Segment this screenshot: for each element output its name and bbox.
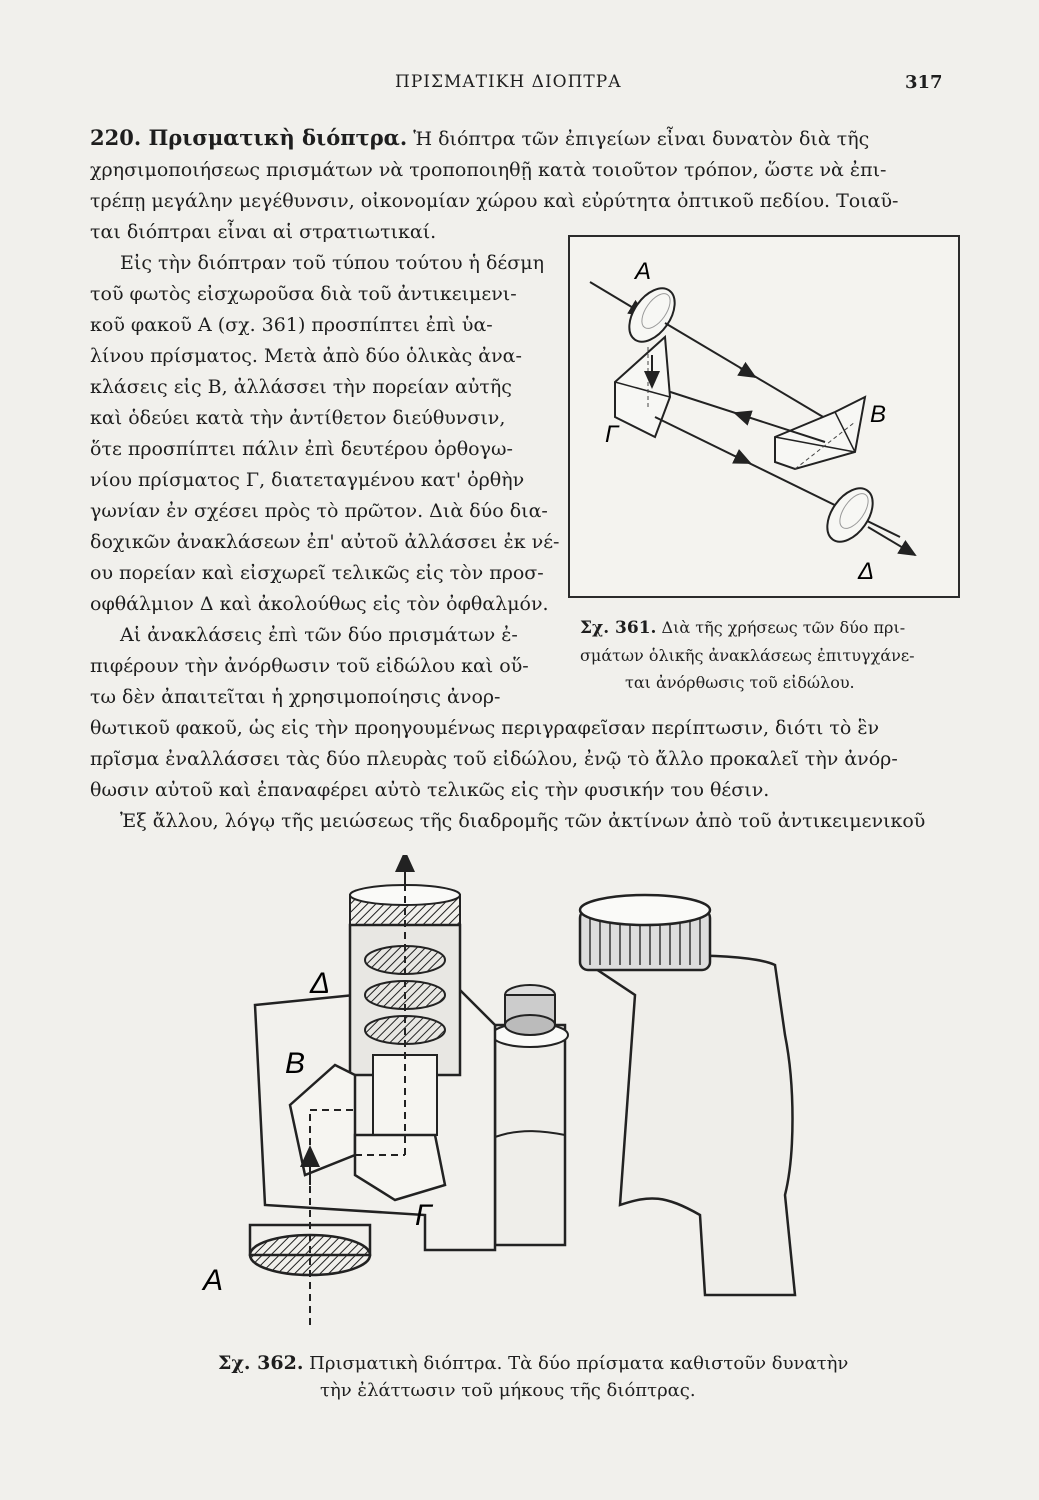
label-a: A <box>203 1264 224 1297</box>
body-line: λίνου πρίσματος. Μετὰ ἀπὸ δύο ὁλικὰς ἀνα- <box>90 345 522 367</box>
binoculars-diagram <box>195 855 955 1335</box>
body-line: Εἰς τὴν διόπτραν τοῦ τύπου τούτου ἡ δέσμη <box>120 252 544 274</box>
body-line: Αἱ ἀνακλάσεις ἐπὶ τῶν δύο πρισμάτων ἐ- <box>120 624 518 646</box>
prism-b <box>775 397 865 469</box>
right-barrel <box>590 956 795 1295</box>
caption-text: Διὰ τῆς χρήσεως τῶν δύο πρι- <box>656 618 906 637</box>
figure-361-caption-line: ται ἀνόρθωσις τοῦ εἰδώλου. <box>625 673 855 692</box>
body-line-1 <box>90 125 870 150</box>
figure-361-diagram <box>570 237 962 600</box>
body-line: πρῖσμα ἐναλλάσσει τὰς δύο πλευρὰς τοῦ εἰδώλου, ἐνῷ τὸ ἄλλο προκαλεῖ τὴν ἀνόρ- <box>90 748 898 770</box>
body-line: θωτικοῦ φακοῦ, ὡς εἰς τὴν προηγουμένως περιγραφεῖσαν περίπτωσιν, διότι τὸ ἓν <box>90 717 880 739</box>
body-line: οφθάλμιον Δ καὶ ἀκολούθως εἰς τὸν ὀφθαλμόν. <box>90 593 549 615</box>
body-line: τω δὲν ἀπαιτεῖται ἡ χρησιμοποίησις ἀνορ- <box>90 686 501 708</box>
body-line: νίου πρίσματος Γ, διατεταγμένου κατ' ὀρθὴν <box>90 469 525 491</box>
section-heading: 220. Πρισματικὴ διόπτρα. <box>90 125 408 150</box>
body-line: κλάσεις εἰς Β, ἀλλάσσει τὴν πορείαν αὐτῆς <box>90 376 512 398</box>
label-b: B <box>870 401 887 428</box>
figure-362-caption <box>218 1352 848 1374</box>
body-line: πιφέρουν τὴν ἀνόρθωσιν τοῦ εἰδώλου καὶ οὕ- <box>90 655 529 677</box>
label-d: Δ <box>858 558 875 585</box>
figure-361 <box>568 235 960 598</box>
body-line: ται διόπτραι εἶναι αἱ στρατιωτικαί. <box>90 221 437 243</box>
hinge <box>495 1025 565 1245</box>
body-line: κοῦ φακοῦ Α (σχ. 361) προσπίπτει ἐπὶ ὑα- <box>90 314 493 336</box>
label-d: Δ <box>310 967 331 1000</box>
figure-361-caption-line: σμάτων ὁλικῆς ἀνακλάσεως ἐπιτυγχάνε- <box>580 646 915 665</box>
caption-text: Πρισματικὴ διόπτρα. Τὰ δύο πρίσματα καθιστοῦν δυνατὴν <box>303 1353 849 1374</box>
label-a: A <box>635 258 652 285</box>
body-line: ου πορείαν καὶ εἰσχωρεῖ τελικῶς εἰς τὸν προσ- <box>90 562 544 584</box>
figure-361-caption <box>580 619 905 637</box>
body-line-text: Ἡ διόπτρα τῶν ἐπιγείων εἶναι δυνατὸν διὰ τῆς <box>407 128 870 150</box>
label-g: Γ <box>605 421 619 448</box>
body-line: τρέπῃ μεγάλην μεγέθυνσιν, οἰκονομίαν χώρου καὶ εὐρύτητα ὀπτικοῦ πεδίου. Τοιαῦ- <box>90 190 899 212</box>
prism-g <box>615 337 670 437</box>
objective-lens <box>620 280 684 350</box>
running-title: ΠΡΙΣΜΑΤΙΚΗ ΔΙΟΠΤΡΑ <box>395 72 622 92</box>
label-g: Γ <box>415 1199 433 1232</box>
label-b: B <box>285 1047 306 1080</box>
eyepiece-lens <box>818 480 882 550</box>
caption-label: Σχ. 362. <box>218 1352 304 1374</box>
body-line: θωσιν αὐτοῦ καὶ ἐπαναφέρει αὐτὸ τελικῶς εἰς τὴν φυσικήν του θέσιν. <box>90 779 770 801</box>
caption-label: Σχ. 361. <box>580 618 657 638</box>
body-line: Ἐξ ἄλλου, λόγῳ τῆς μειώσεως τῆς διαδρομῆς τῶν ἀκτίνων ἀπὸ τοῦ ἀντικειμενικοῦ <box>120 810 926 832</box>
body-line: γωνίαν ἐν σχέσει πρὸς τὸ πρῶτον. Διὰ δύο δια- <box>90 500 548 522</box>
figure-362 <box>195 855 955 1335</box>
figure-362-caption-line: τὴν ἐλάττωσιν τοῦ μήκους τῆς διόπτρας. <box>320 1380 696 1401</box>
body-line: καὶ ὁδεύει κατὰ τὴν ἀντίθετον διεύθυνσιν, <box>90 407 506 429</box>
body-line: χρησιμοποιήσεως πρισμάτων νὰ τροποποιηθῇ κατὰ τοιοῦτον τρόπον, ὥστε νὰ ἐπι- <box>90 159 887 181</box>
body-line: δοχικῶν ἀνακλάσεων ἐπ' αὐτοῦ ἀλλάσσει ἐκ νέ- <box>90 531 560 553</box>
page-number: 317 <box>905 72 943 93</box>
body-line: ὅτε προσπίπτει πάλιν ἐπὶ δευτέρου ὀρθογω- <box>90 438 513 460</box>
body-line: τοῦ φωτὸς εἰσχωροῦσα διὰ τοῦ ἀντικειμενι- <box>90 283 517 305</box>
